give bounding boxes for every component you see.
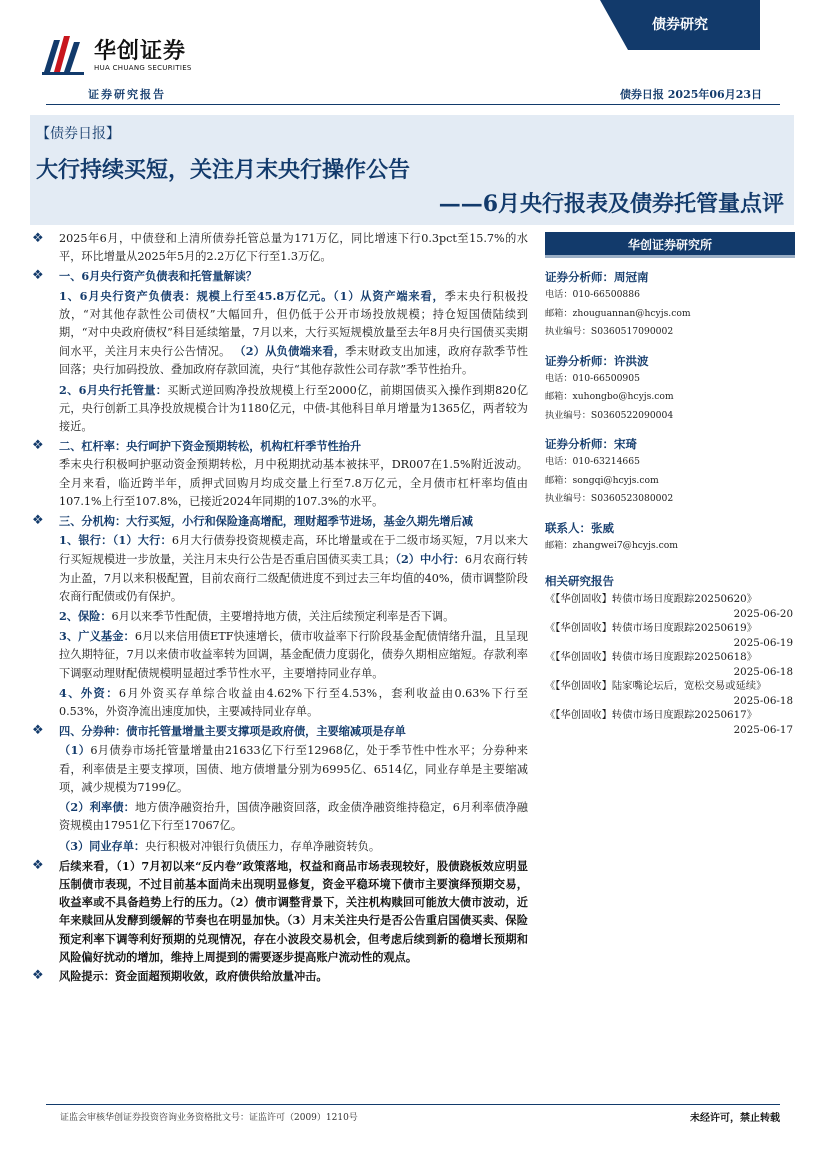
- report-tag: 【债券日报】: [36, 126, 120, 142]
- brand-name-cn: 华创证券: [94, 39, 187, 64]
- analyst-email[interactable]: 邮箱：songqi@hcyjs.com: [545, 474, 659, 486]
- footer-license: 证监会审核华创证券投资咨询业务资格批文号：证监许可（2009）1210号: [60, 1113, 358, 1123]
- company-logo: [40, 32, 210, 78]
- section-1-heading: 一、6月央行资产负债表和托管量解读？: [59, 269, 257, 284]
- related-report-link[interactable]: 《【华创固收】转债市场日度跟踪20250619》: [545, 622, 758, 634]
- header-divider: [46, 104, 780, 105]
- section-3-insurance: 2、保险：6月以来季节性配债，主要增持地方债，关注后续预定利率是否下调。: [59, 609, 455, 624]
- analyst-license: 执业编号：S0360517090002: [545, 326, 674, 337]
- section-1-p2: 2、6月央行托管量：买断式逆回购净投放规模上行至2000亿，前期国债买入操作到期820亿元，央行创新工具净投放规模合计为1180亿元，中债-其他科目单月增量为1365亿，两者较为接近。: [59, 382, 529, 434]
- footer-divider: [46, 1104, 780, 1105]
- category-tag: [600, 0, 760, 50]
- analyst-name: 证券分析师：许洪波: [545, 353, 649, 368]
- section-4-p2: （2）利率债：地方债净融资抬升，国债净融资回落，政金债净融资维持稳定，6月利率债净融资规模由17951亿下行至17067亿。: [59, 800, 528, 833]
- analyst-phone: 电话：010-66500886: [545, 289, 640, 300]
- main-content: [30, 230, 528, 985]
- analyst-email[interactable]: 邮箱：zhouguannan@hcyjs.com: [545, 307, 691, 319]
- analyst-name: 证券分析师：周冠南: [545, 270, 649, 284]
- category-tag-label: 债券研究: [652, 17, 708, 33]
- related-reports-heading: 相关研究报告: [545, 574, 614, 588]
- analyst-license: 执业编号：S0360522090004: [545, 409, 674, 421]
- section-3: [30, 512, 528, 721]
- report-subtitle: ——6月央行报表及债券托管量点评: [438, 191, 784, 217]
- analyst-email[interactable]: 邮箱：xuhongbo@hcyjs.com: [545, 391, 674, 402]
- outlook-paragraph: ❖ 后续来看，（1）7月初以来“反内卷”政策落地，权益和商品市场表现较好，股债跷板效应明显压制债市表现，不过目前基本面尚未出现明显修复，资金平稳环境下债市主要演绎预期交易，收益率或不具备趋势上行的压力。（2）债市调整背景下，关注机构赎回可能放大债市波动，近年来赎回从发酵到缓解的节奏也在明显加快。（3）月末关注央行是否公告重启国债买卖、保险预定利率下调等利好预期的兑现情况，存在小波段交易机会，但考虑后续到新的稳增长预期和风险偏好扰动的增加，维持上周提到的需要逐步提高账户流动性的观点。: [32, 857, 528, 964]
- intro-paragraph: ❖ 2025年6月，中债登和上清所债券托管总量为171万亿，同比增速下行0.3pct至15.7%的水平，环比增量从2025年5月的2.2万亿下行至1.3万亿。: [32, 231, 528, 264]
- diamond-bullet-icon: ❖: [32, 723, 44, 739]
- section-3-banks: 1、银行：（1）大行：6月大行债券投资规模走高，环比增量或在于二级市场买短，7月以来大行买短规模进一步放量，关注月末央行公告是否重启国债买卖工具；（2）中小行：6月农商行转为止盈，7月以来积极配置，目前农商行二级配债进度不到过去三年均值的40%，债市调整阶段农商行配债或仍有保护。: [59, 533, 528, 603]
- diamond-bullet-icon: ❖: [32, 857, 44, 873]
- diamond-bullet-icon: ❖: [32, 967, 44, 983]
- section-3-funds: 3、广义基金：6月以来信用债ETF快速增长，债市收益率下行阶段基金配债情绪升温，且呈现拉久期特征，7月以来债市收益率转为回调，基金配债力度弱化，债券久期相应缩短。存款利率下调驱动理财配债规模明显超过季节性水平，主要增持同业存单。: [59, 629, 528, 680]
- section-4-p3: （3）同业存单：央行积极对冲银行负债压力，存单净融资转负。: [59, 838, 381, 853]
- contact-card: [545, 519, 795, 556]
- analyst-phone: 电话：010-63214665: [545, 456, 640, 467]
- analyst-phone: 电话：010-66500905: [545, 372, 640, 384]
- analyst-license: 执业编号：S0360523080002: [545, 493, 674, 504]
- analyst-card: [545, 435, 795, 509]
- title-block: [30, 115, 794, 225]
- section-1-p1: 1、6月央行资产负债表：规模上行至45.8万亿元。（1）从资产端来看，季末央行积极投放，“对其他存款性公司债权”大幅回升，但仍低于公开市场投放规模；持仓短国债陆续到期，“对中央政府债权”科目延续缩量，7月以来，大行买短规模放量至去年8月央行国债买卖期间水平，关注月末央行公告情况。 （2）从负债端来看，季末财政支出加速，政府存款季节性回落；央行加码投放、叠加政府存款回流，央行“其他存款性公司存款”季节性抬升。: [59, 288, 528, 377]
- related-report-date: 2025-06-18: [733, 694, 793, 707]
- related-report-link[interactable]: 《【华创固收】转债市场日度跟踪20250618》: [545, 651, 758, 663]
- related-report-date: 2025-06-19: [733, 636, 793, 649]
- sidebar: [545, 232, 795, 737]
- section-2: [30, 437, 528, 511]
- related-report-date: 2025-06-17: [733, 723, 793, 736]
- section-4: [30, 722, 528, 855]
- diamond-bullet-icon: ❖: [32, 268, 44, 284]
- related-report-date: 2025-06-20: [733, 607, 793, 620]
- related-report-link[interactable]: 《【华创固收】转债市场日度跟踪20250617》: [545, 709, 758, 721]
- analyst-name: 证券分析师：宋琦: [545, 437, 637, 451]
- diamond-bullet-icon: ❖: [32, 231, 44, 246]
- institute-header: 华创证券研究所: [545, 232, 795, 258]
- contact-email[interactable]: 邮箱：zhangwei7@hcyjs.com: [545, 539, 678, 551]
- section-4-heading: 四、分券种：债市托管量增量主要支撑项是政府债，主要缩减项是存单: [59, 724, 406, 739]
- section-2-heading: 二、杠杆率：央行呵护下资金预期转松，机构杠杆季节性抬升: [59, 439, 362, 454]
- report-date-label: 债券日报 2025年06月23日: [619, 88, 762, 101]
- related-reports: [545, 573, 795, 737]
- section-2-text: 季末央行积极呵护驱动资金预期转松，月中税期扰动基本被抹平，DR007在1.5%附近波动。全月来看，临近跨半年，质押式回购月均成交量上行至7.8万亿元，全月债市杠杆率均值由107.1%上行至107.8%，已接近2024年同期的107.3%的水平。: [59, 458, 528, 508]
- section-3-foreign: 4、外资：6月外资买存单综合收益由4.62%下行至4.53%，套利收益由0.63%下行至0.53%，外资净流出速度加快，主要减持同业存单。: [59, 685, 528, 719]
- analyst-card: [545, 268, 795, 342]
- diamond-bullet-icon: ❖: [32, 438, 44, 454]
- contact-name: 联系人：张威: [545, 520, 614, 535]
- related-report-link[interactable]: 《【华创固收】转债市场日度跟踪20250620》: [545, 593, 758, 605]
- report-type-label: 证券研究报告: [88, 88, 166, 101]
- report-title: 大行持续买短，关注月末央行操作公告: [36, 157, 411, 183]
- related-report-link[interactable]: 《【华创固收】陆家嘴论坛后，宽松交易或延续》: [545, 680, 767, 692]
- footer-copyright: 未经许可，禁止转载: [690, 1113, 780, 1124]
- section-1: [30, 267, 528, 436]
- section-4-p1: （1）6月债券市场托管量增量由21633亿下行至12968亿，处于季节性中性水平；分券种来看，利率债是主要支撑项，国债、地方债增量分别为6995亿、6514亿，同业存单是主要缩减项，减少规模为7199亿。: [59, 743, 528, 794]
- brand-name-en: HUA CHUANG SECURITIES: [94, 64, 192, 72]
- risk-warning: ❖ 风险提示：资金面超预期收敛，政府债供给放量冲击。: [32, 967, 328, 983]
- analyst-card: [545, 352, 795, 426]
- diamond-bullet-icon: ❖: [32, 513, 44, 529]
- logo-mark-icon: [40, 32, 90, 76]
- related-report-date: 2025-06-18: [733, 665, 793, 678]
- section-3-heading: 三、分机构：大行买短，小行和保险逢高增配，理财超季节进场，基金久期先增后减: [59, 514, 473, 529]
